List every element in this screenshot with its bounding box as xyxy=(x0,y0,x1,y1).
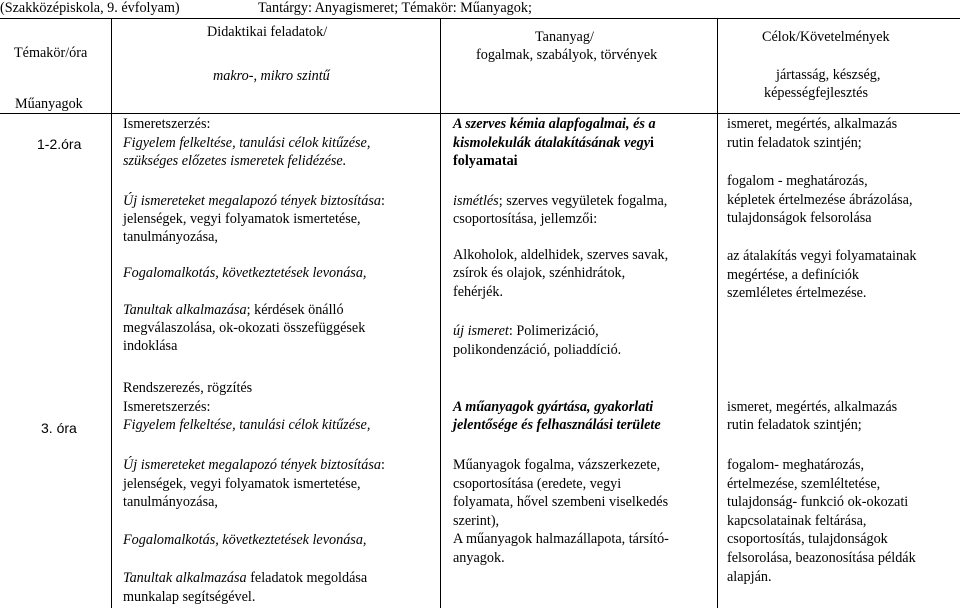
row2-content-line: anyagok. xyxy=(453,550,505,566)
row2-task-line: jelenségek, vegyi folyamatok ismertetése, xyxy=(123,476,361,492)
row1-goal-line: képletek értelmezése ábrázolása, xyxy=(727,192,913,208)
row1-content-line xyxy=(453,193,667,211)
row2-goal-line: tulajdonság- funkció ok-okozati xyxy=(727,494,909,510)
row2-task-line xyxy=(123,457,385,475)
row1-task-line: szükséges előzetes ismeretek felidézése. xyxy=(123,153,347,169)
row1-content-line: zsírok és olajok, szénhidrátok, xyxy=(453,265,626,281)
row1-goal-line: tulajdonságok felsorolása xyxy=(727,210,872,226)
row1-task-emphasis: Új ismereteket megalapozó tények biztosítása xyxy=(123,193,381,209)
row1-content-heading: A szerves kémia alapfogalmai, és a xyxy=(453,116,656,132)
row2-content-heading: A műanyagok gyártása, gyakorlati xyxy=(453,399,654,415)
header-topic-title: Témakör/óra xyxy=(14,45,88,61)
row2-task-text: feladatok megoldása xyxy=(246,570,368,586)
school-level: (Szakközépiskola, 9. évfolyam) xyxy=(0,0,180,16)
row1-content-text: i xyxy=(650,135,654,151)
header-topic-subtitle: Műanyagok xyxy=(15,96,83,112)
row1-content-line: polikondenzáció, poliaddíció. xyxy=(453,342,622,358)
row1-content-text: ; szerves vegyületek fogalma, xyxy=(498,193,668,209)
row2-goal-line: felsorolása, beazonosítása példák xyxy=(727,550,916,566)
row1-goal-line: az átalakítás vegyi folyamatainak xyxy=(727,248,917,264)
row2-goal-line: csoportosítás, tulajdonságok xyxy=(727,531,888,547)
row1-goal-line: szemléletes értelmezése. xyxy=(727,285,867,301)
row1-task-line: Fogalomalkotás, következtetések levonása, xyxy=(123,265,367,281)
row2-content-line: szerint), xyxy=(453,513,500,529)
header-tasks-title: Didaktikai feladatok/ xyxy=(207,24,328,40)
header-goals-subtitle-1: jártasság, készség, xyxy=(776,67,881,83)
row1-content-heading: folyamatai xyxy=(453,153,518,169)
row2-task-emphasis: Tanultak alkalmazása xyxy=(123,570,247,586)
row1-content-line xyxy=(453,323,599,341)
header-content-title: Tananyag/ xyxy=(535,29,594,45)
row1-task-line: Ismeretszerzés: xyxy=(123,116,211,132)
header-tasks-subtitle: makro-, mikro szintű xyxy=(213,68,330,84)
row1-task-line: jelenségek, vegyi folyamatok ismertetése, xyxy=(123,211,361,227)
row2-task-line xyxy=(123,570,367,588)
row1-goal-line: megértése, a definíciók xyxy=(727,267,859,283)
row2-lesson-label: 3. óra xyxy=(41,420,77,436)
row2-task-line: munkalap segítségével. xyxy=(123,589,256,605)
row2-task-emphasis: Új ismereteket megalapozó tények biztosítása xyxy=(123,457,381,473)
row1-content-heading xyxy=(453,135,654,153)
row2-goal-line: kapcsolatainak feltárása, xyxy=(727,513,867,529)
row1-content-emphasis: kismolekulák átalakításának vegy xyxy=(453,135,651,151)
row2-task-text: : xyxy=(380,457,385,473)
row2-goal-line: értelmezése, szemléltetése, xyxy=(727,476,881,492)
row1-task-text: : xyxy=(380,193,385,209)
row1-task-line: tanulmányozása, xyxy=(123,229,218,245)
row1-content-line: fehérjék. xyxy=(453,284,504,300)
row1-task-line: indoklása xyxy=(123,338,178,354)
row1-content-emphasis: új ismeret xyxy=(453,323,509,339)
row2-summary-line: Rendszerezés, rögzítés xyxy=(123,380,253,396)
row1-content-line: Alkoholok, aldelhidek, szerves savak, xyxy=(453,247,669,263)
row2-content-line: A műanyagok halmazállapota, társító- xyxy=(453,531,669,547)
row1-task-line xyxy=(123,302,344,320)
row1-goal-line: rutin feladatok szintjén; xyxy=(727,135,862,151)
row2-content-line: folyamata, hővel szembeni viselkedés xyxy=(453,494,669,510)
row1-task-line: Figyelem felkeltése, tanulási célok kitűzése, xyxy=(123,135,371,151)
row1-lesson-label: 1-2.óra xyxy=(37,136,82,152)
row2-content-line: Műanyagok fogalma, vázszerkezete, xyxy=(453,457,661,473)
row1-content-text: : Polimerizáció, xyxy=(508,323,599,339)
row2-task-line: tanulmányozása, xyxy=(123,494,218,510)
row2-goal-line: fogalom- meghatározás, xyxy=(727,457,865,473)
row2-content-line: csoportosítása (eredete, vegyi xyxy=(453,476,622,492)
row2-content-heading: jelentősége és felhasználási területe xyxy=(453,417,661,433)
row1-task-line: megválaszolása, ok-okozati összefüggések xyxy=(123,320,366,336)
row1-content-line: csoportosítása, jellemzői: xyxy=(453,211,598,227)
row1-task-line xyxy=(123,193,385,211)
header-content-subtitle: fogalmak, szabályok, törvények xyxy=(476,47,658,63)
row1-goal-line: ismeret, megértés, alkalmazás xyxy=(727,116,898,132)
row1-content-emphasis: ismétlés xyxy=(453,193,499,209)
row1-goal-line: fogalom - meghatározás, xyxy=(727,173,868,189)
row2-task-line: Fogalomalkotás, következtetések levonása, xyxy=(123,532,367,548)
header-goals-title: Célok/Követelmények xyxy=(762,29,890,45)
row2-task-line: Ismeretszerzés: xyxy=(123,399,211,415)
header-goals-subtitle-2: képességfejlesztés xyxy=(764,85,868,101)
row2-goal-line: ismeret, megértés, alkalmazás xyxy=(727,399,898,415)
row2-goal-line: alapján. xyxy=(727,569,772,585)
row2-goal-line: rutin feladatok szintjén; xyxy=(727,417,862,433)
subject-topic-title: Tantárgy: Anyagismeret; Témakör: Műanyagok; xyxy=(258,0,532,16)
row1-task-emphasis: Tanultak alkalmazása xyxy=(123,302,247,318)
row2-task-line: Figyelem felkeltése, tanulási célok kitűzése, xyxy=(123,417,371,433)
row1-task-text: ; kérdések önálló xyxy=(246,302,344,318)
